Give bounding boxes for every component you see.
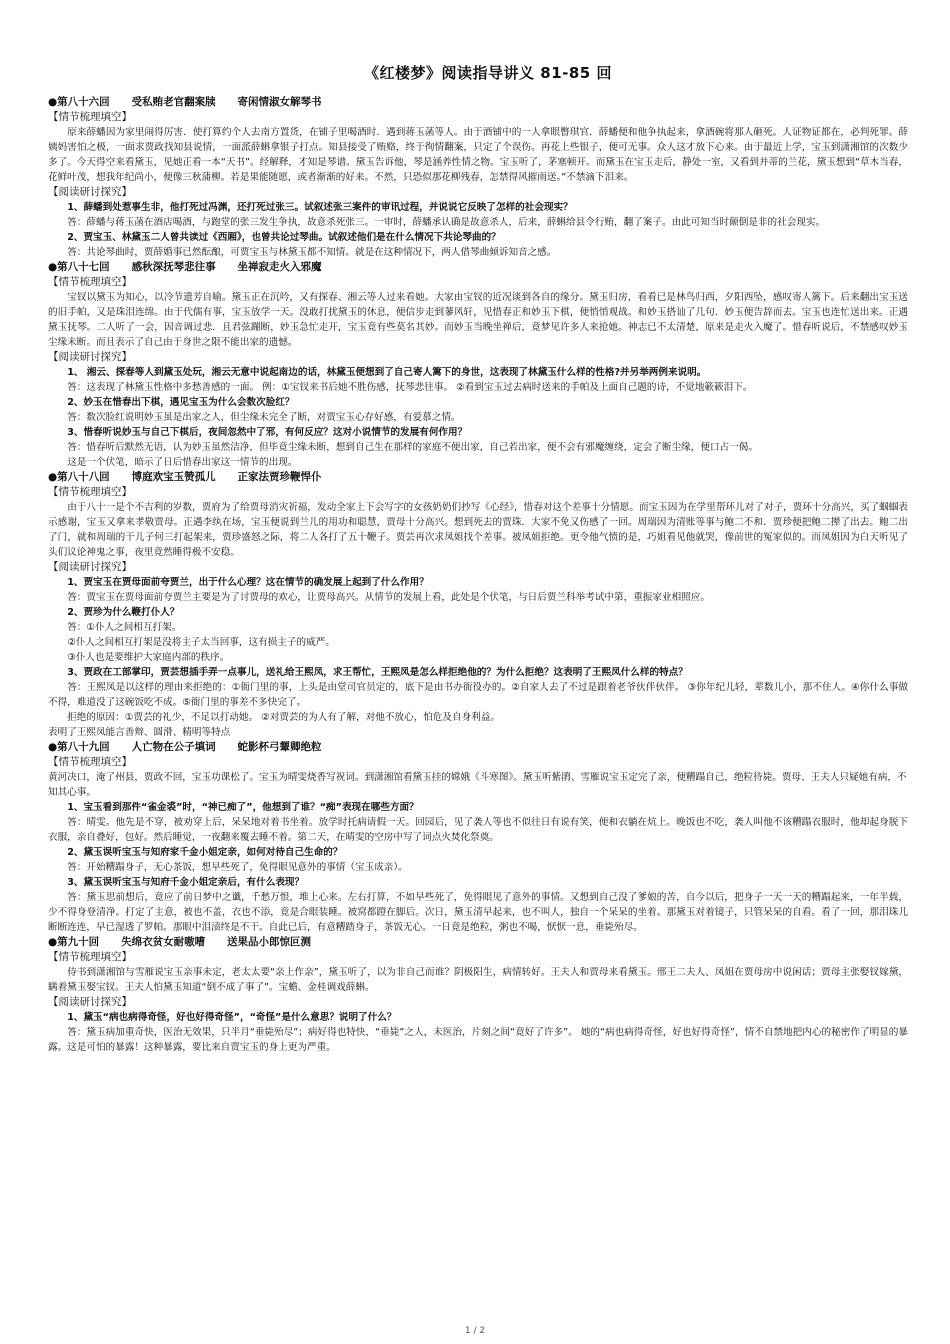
- question: 3、黛玉误听宝玉与知府千金小姐定亲后，有什么表现？: [67, 877, 305, 888]
- plot-section-label: 【情节梳理填空】: [48, 756, 132, 768]
- chapter-87-plot: 宝钗以黛玉为知心，以冷节遗芳自喻。黛玉正在沉吟，又有探春、湘云等人过来看她。大家由宝钗的近况谈到各自的缘分。黛玉归房，看看已是林鸟归西，夕阳西坠，感叹寄人篱下。后来翻出宝玉送的旧手帕，又是珠泪连绵。由于代儒有事，宝玉放学一天。没敢打扰黛玉的休息，便信步走到蓼风轩，见惜春正和妙玉下棋，便悄悄观战。和妙玉搭讪了几句．妙玉便告辞而去。宝玉也连忙送出来。正遇黛玉抚琴。二人听了一会，因音调过悲．且君弦蹦断，妙玉急忙走开，宝玉竟有些莫名其妙。而妙玉当晚坐禅后，竟梦见许多人来抢她。神志已不太清楚，原来是走火入魔了。惜春听说后，不禁感叹妙玉尘缘未断。而且表示了自己由于身世之限不能出家的遗憾。: [48, 292, 908, 348]
- answer: 答：黛玉病加重奇快，医治无效果，只半月“垂毙殆尽”；病好得也特快，“垂毙”之人，未医治，片刻之间“竟好了许多”。 她的“病也病得奇怪，好也好得奇怪”，情不自禁地把内心的秘密作了明显的暴露。这是可怕的暴露！这种暴露，要比来自贾宝玉的身上更为严重。: [48, 1027, 908, 1053]
- chapter-86-plot: 原来薛蟠因为家里闹得厉害．使打算约个人去南方置货，在铺子里喝酒时．遇到蒋玉菡等人。由于酒铺中的一人拿眼瞥琪官．薛蟠便和他争执起来，拿酒碗将那人砸死。人证物证都在，必判死罪。薛姨妈害怕之极，一面求贾政找知县说情，一面派薛蝌拿银子打点。知县接受了贿赂，终于徇情翻案，只定了个误伤。再花上些银子，便可无事。众人这才放下心来。由于最近上学，宝玉到潇湘馆的次数少多了。今天得空来看黛玉，见她正看一本“天书”。经解释，才知是琴谱。黛玉告诉他，琴是涵养性情之物。宝玉听了，茅塞顿开。而黛玉在宝玉走后，静处一室，又看到并蒂的兰花，黛玉想到“草木当春，花鲜叶茂，想我年纪尚小，便像三秋蒲柳。若是果能随愿，或者渐渐的好来。不然，只恐似那花柳残春，怎禁得风摧雨送。”不禁滴下泪来。: [48, 127, 908, 183]
- chapter-88-heading: ●第八十八回 博庭欢宝玉赞孤儿 正家法贾珍鞭悍仆: [48, 471, 322, 483]
- answer-line: 答：①仆人之间相互打架。: [67, 622, 182, 633]
- answer-summary: 表明了王熙凤能言善辩、圆滑、精明等特点: [48, 727, 231, 738]
- answer: 拒绝的原因：①贾芸的礼少，不足以打动她。 ②对贾芸的为人有了解，对他不放心，怕危及自身利益。: [67, 712, 500, 723]
- answer-line: ②仆人之间相互打架是没将主子太当回事，这有损主子的威严。: [67, 637, 335, 648]
- answer: 答：薛蟠与蒋玉菡在酒店喝酒，与跑堂的张三发生争执，故意杀死张三。一审时，薛蟠承认确是故意杀人，后来，薛蝌给县令行贿，翻了案子。由此可知当时颠倒是非的社会现实。: [67, 217, 826, 228]
- chapter-86-heading: ●第八十六回 受私贿老官翻案牍 寄闲情淑女解琴书: [48, 96, 322, 108]
- answer: 答：晴雯。他先是不穿，被劝穿上后，呆呆地对着书坐着。放学时托病请假一天。回园后，见了袭人等也不似往日有说有笑，便和衣躺在炕上。晚饭也不吃，袭人叫他不该糟蹋衣服时，他却起身脱下衣服，亲自叠好，包好。然后睡觉，一夜翻来覆去睡不着。第二天，在晴雯的空房中写了词点火焚化祭奠。: [48, 817, 908, 843]
- plot-section-label: 【情节梳理填空】: [48, 276, 132, 288]
- question: 2、黛玉误听宝玉与知府家千金小姐定亲，如何对待自己生命的？: [67, 847, 343, 858]
- answer: 答：这表现了林黛玉性格中多愁善感的一面。 例：①宝钗来书后她不胜伤感，抚琴悲往事。 ②看到宝玉过去病时送来的手帕及上面自己题的诗，不觉地簌簌泪下。: [67, 382, 753, 393]
- question: 1、黛玉“病也病得奇怪，好也好得奇怪”，“奇怪”是什么意思？说明了什么？: [67, 1012, 397, 1023]
- study-section-label: 【阅读研讨探究】: [48, 996, 132, 1008]
- study-section-label: 【阅读研讨探究】: [48, 561, 132, 573]
- question: 1、薛蟠到处惹事生非，他打死过冯渊，还打死过张三。试叙述张三案件的审讯过程，并说说它反映了怎样的社会现实？: [67, 202, 573, 213]
- question: 2、贾宝玉、林黛玉二人曾共读过《西厢》，也曾共论过琴曲。试叙述他们是在什么情况下共论琴曲的？: [67, 232, 501, 243]
- answer-line: ③仆人也是要维护大家庭内部的秩序。: [67, 652, 230, 663]
- document-page: [48, 62, 908, 1055]
- plot-section-label: 【情节梳理填空】: [48, 111, 132, 123]
- answer: 答：贾宝玉在贾母面前夸贾兰主要是为了讨贾母的欢心，让贾母高兴。从情节的发展上看，此处是个伏笔，与日后贾兰科举考试中第，重振家业相照应。: [67, 592, 710, 603]
- question: 2、妙玉在惜春出下棋，遇见宝玉为什么会数次脸红？: [67, 397, 295, 408]
- study-section-label: 【阅读研讨探究】: [48, 351, 132, 363]
- chapter-90-heading: ●第九十回 失绵衣贫女耐嗷嘈 送果品小郎惊叵测: [48, 936, 312, 948]
- question: 2、贾珍为什么鞭打仆人？: [67, 607, 180, 618]
- answer: 答：共论琴曲时，贾薛婚事已然酝酿，可贾宝玉与林黛玉都不知情。就是在这种情况下，两人借琴曲倾诉知音之感。: [67, 247, 557, 258]
- chapter-88-plot: 由于八十一是个不吉利的岁数，贾府为了给贾母消灾祈福，发动全家上下会写字的女孩奶奶们抄写《心经》，惜春对这个差事十分情愿。而宝玉因为在学里帮环儿对了对子，贾环十分高兴，买了蝈蝈表示感谢，宝玉又拿来孝敬贾母。正遇李纨在场，宝玉便说到兰儿的用功和聪慧，贾母十分高兴。想到死去的贾珠．大家不免又伤感了一回。周瑞因为清账等事与鲍二不和．贾珍便把鲍二撵了出去。鲍二出了门，就和周瑞的干儿子何三打起架来，贾珍盛怒之际，将二人各打了五十鞭子。贾芸再次求凤姐找个差事。被凤姐拒绝。更令他气愤的是，巧姐看见他就哭，像前世的冤家似的。而凤姐因为白天听见了头们议论神鬼之事，夜里竟然睡得极不安稳。: [48, 502, 908, 558]
- answer: 答：数次脸红说明妙玉虽是出家之人，但尘缘未完全了断，对贾宝玉心存好感，有爱慕之情。: [67, 412, 461, 423]
- page-title: 《红楼梦》阅读指导讲义 81-85 回: [364, 64, 612, 82]
- question: 3、贾政在工部掌印，贾芸想插手弄一点事儿，送礼给王熙凤，求王帮忙，王熙凤是怎么样拒绝他的？为什么拒绝？这表明了王熙凤什么样的特点？: [67, 667, 688, 678]
- question: 1、贾宝玉在贾母面前夸贾兰，出于什么心理？这在情节的确发展上起到了什么作用？: [67, 577, 429, 588]
- answer-note: 这是一个伏笔，暗示了日后惜春出家这一情节的出现。: [67, 457, 298, 468]
- answer: 答：王熙凤是以这样的理由来拒绝的：①衙门里的事，上头是由堂司官员定的，底下是由书办衙役办的。②自家人去了不过是跟着老爷伙伴伙伴。 ③你年纪儿轻，辈数儿小，那不住人。④你什么事做不得，难道没了这碗饭吃不成。⑤衙门里的事差不多快完了。: [48, 682, 908, 708]
- question: 3、惜春听说妙玉与自己下棋后，夜间忽然中了邪，有何反应？这对小说情节的发展有何作用？: [67, 427, 468, 438]
- answer: 答：黛玉思前想后，竟应了前日梦中之谶，千愁万恨，堆上心来。左右打算，不如早些死了，免得眼见了意外的事情。又想到自己没了爹娘的苦，自今以后，把身子一天一天的糟蹋起来，一年半载，少不得身登清净。打定了主意，被也不盖，衣也不添，竟是合眼装睡。被窝都蹬在脚后。次日，黛玉清早起来，也不叫人，独自一个呆呆的坐着。那黛玉对着镜子，只管呆呆的自看。看了一回，那泪珠儿断断连连，早已湿透了罗帕。那眼中泪渍终是不干。自此已后，有意糟踏身子，茶饭无心。一日竟是绝粒，粥也不喝，恹恹一息，垂毙殆尽。: [48, 892, 908, 933]
- chapter-90-plot: 侍书到潇湘馆与雪雁说宝玉亲事未定，老太太要“亲上作亲”，黛玉听了，以为非自己而谁？阴极阳生，病情转好。王夫人和贾母来看黛玉。邢王二夫人、凤姐在贾母房中说闲话；贾母主张娶钗嫁黛，瞒着黛玉娶宝钗。王夫人怕黛玉知道“倒不成了事了”。宝蟾、金桂调戏薛蝌。: [48, 967, 908, 993]
- answer: 答：惜春听后默然无语，认为妙玉虽然洁净，但毕竟尘缘未断，想到自己生在那样的家庭不便出家，自己若出家，便不会有邪魔缠绕，定会了断尘缘，便口占一偈。: [67, 442, 758, 453]
- page-number: 1 / 2: [464, 1326, 486, 1336]
- plot-section-label: 【情节梳理填空】: [48, 486, 132, 498]
- chapter-87-heading: ●第八十七回 感秋深抚琴悲往事 坐禅寂走火入邪魔: [48, 261, 322, 273]
- question: 1、宝玉看到那件“雀金裘”时，“神已痴了”，他想到了谁？“痴”表现在哪些方面？: [67, 802, 419, 813]
- answer: 答：开始糟蹋身子，无心茶饭，想早些死了，免得眼见意外的事情（宝玉成亲）。: [67, 862, 408, 873]
- plot-section-label: 【情节梳理填空】: [48, 951, 132, 963]
- chapter-89-plot: 黄河决口，淹了州县，贾政不回，宝玉功课松了。宝玉为晴雯烧香写祝词。到潇湘馆看黛玉挂的嫦娥《斗寒图》。黛玉听紫鹃、雪雁说宝玉定完了亲，便糟蹋自己，绝粒待毙。贾母、王夫人只疑她有病，不知其心事。: [48, 772, 907, 798]
- study-section-label: 【阅读研讨探究】: [48, 186, 132, 198]
- chapter-89-heading: ●第八十九回 人亡物在公子填词 蛇影杯弓颦卿绝粒: [48, 741, 322, 753]
- question: 1、 湘云、探春等人到黛玉处玩，湘云无意中说起南边的话，林黛玉便想到了自己寄人篱下的身世，这表现了林黛玉什么样的性格?并另举两例来说明。: [67, 367, 707, 378]
